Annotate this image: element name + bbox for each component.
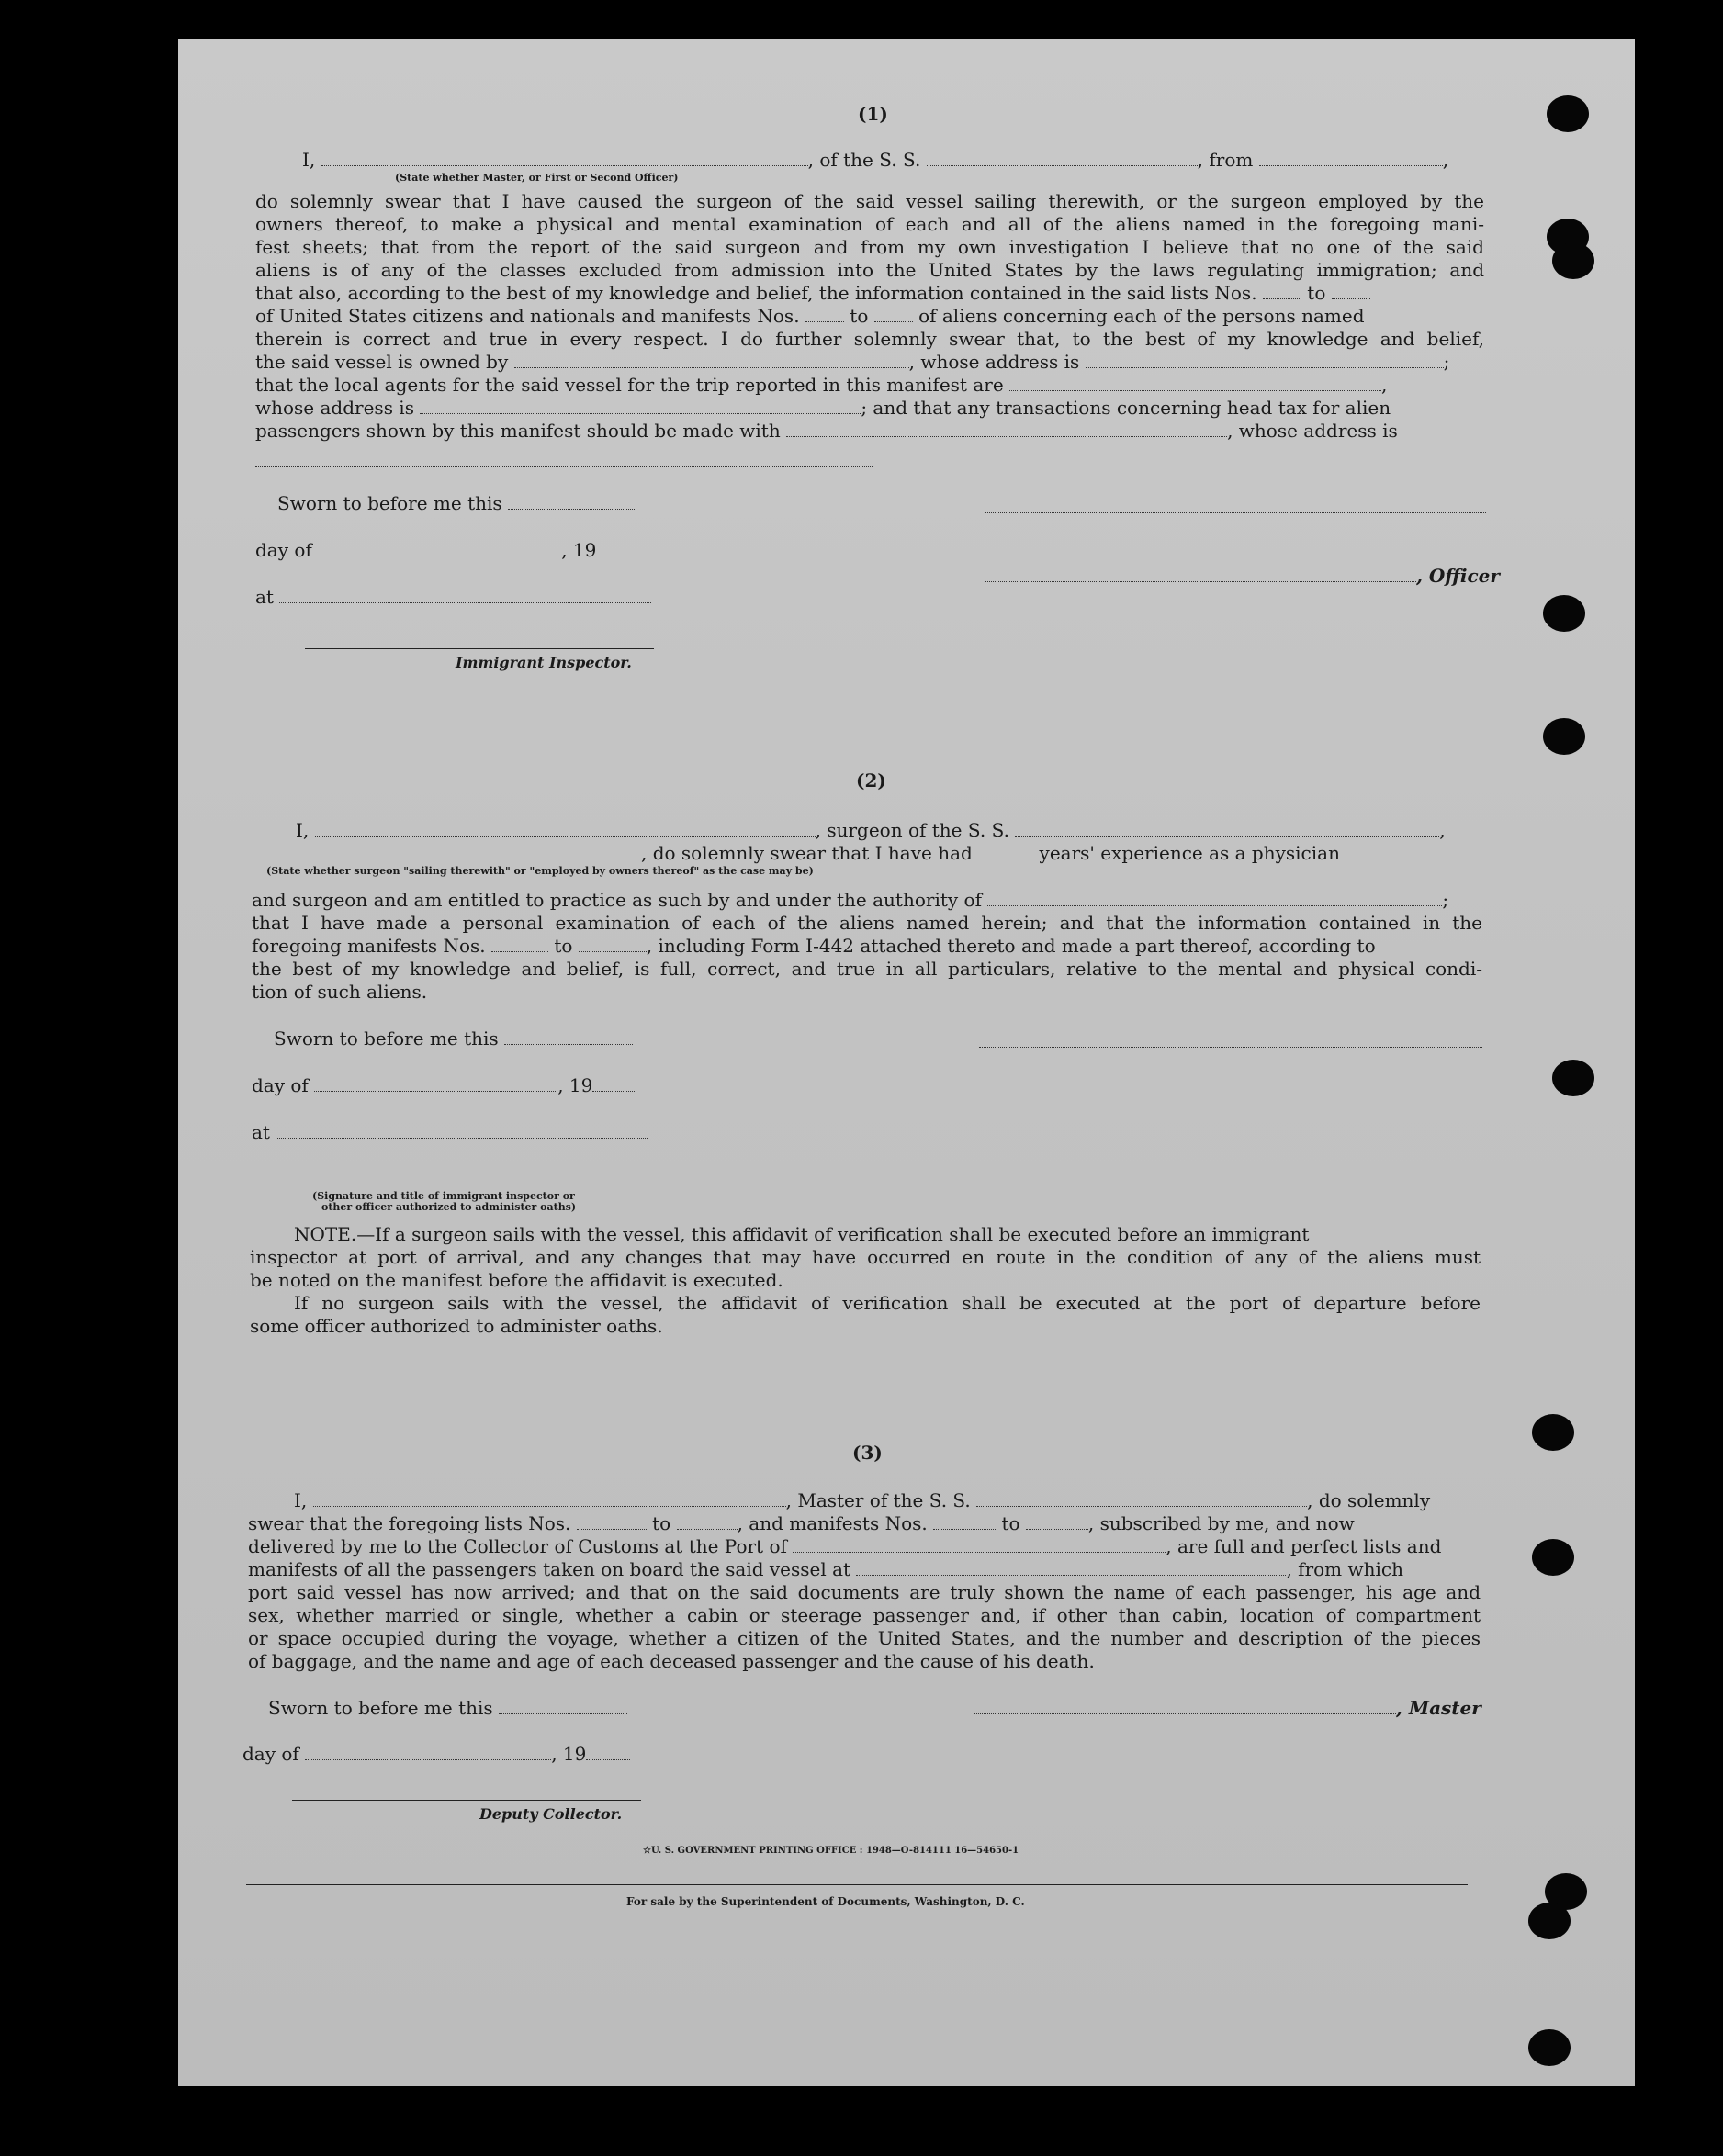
text-line: port said vessel has now arrived; and that on the said documents are truly shown the name of each passenger, his age and [248, 1581, 1481, 1603]
section3-line-master [294, 1489, 1430, 1511]
text: delivered by me to the Collector of Customs at the Port of [248, 1535, 787, 1557]
text-line: that the local agents for the said vessel for the trip reported in this manifest are , [255, 374, 1388, 396]
day-line [242, 1743, 630, 1765]
signature-line[interactable] [985, 512, 1486, 513]
blank-field[interactable] [856, 1560, 1286, 1576]
blank-field[interactable] [577, 1514, 647, 1530]
text-line: the best of my knowledge and belief, is full, correct, and true in all particulars, relative to the mental and physical condi- [252, 958, 1482, 980]
text: manifests of all the passengers taken on board the said vessel at [248, 1558, 851, 1580]
signer-title: Deputy Collector. [479, 1805, 623, 1823]
blank-field[interactable] [305, 1745, 551, 1760]
text: , whose address is [908, 351, 1080, 373]
text: foregoing manifests Nos. [252, 935, 486, 957]
blank-field[interactable] [786, 421, 1227, 437]
text: , Master [1396, 1697, 1481, 1719]
blank-field[interactable] [276, 1123, 648, 1139]
blank-field[interactable] [499, 1699, 627, 1714]
sale-notice: For sale by the Superintendent of Documents, Washington, D. C. [626, 1895, 1025, 1908]
text-line: fest sheets; that from the report of the said surgeon and from my own investigation I believe that no one of the said [255, 236, 1484, 258]
blank-field[interactable] [321, 151, 808, 166]
blank-field[interactable] [927, 151, 1198, 166]
note-label: NOTE. [294, 1223, 357, 1245]
text-line [255, 305, 1365, 327]
text-line [248, 1535, 1441, 1557]
text: to [554, 935, 573, 957]
text: the said vessel is owned by [255, 351, 509, 373]
document-sheet [178, 39, 1635, 2086]
text-line [255, 420, 1398, 442]
sworn-line [268, 1697, 627, 1719]
blank-field[interactable] [279, 588, 651, 603]
text: passengers shown by this manifest should be made with [255, 420, 781, 442]
text: that the local agents for the said vessel for the trip reported in this manifest are [255, 374, 1004, 396]
binder-hole [1552, 242, 1594, 279]
binder-hole [1552, 1060, 1594, 1096]
field-note: (State whether surgeon "sailing therewith" or "employed by owners thereof" as the case may be) [266, 865, 814, 877]
text: I, [302, 149, 316, 171]
binder-hole [1547, 95, 1589, 132]
blank-field[interactable] [1026, 1514, 1088, 1530]
text-line: do solemnly swear that I have caused the surgeon of the said vessel sailing therewith, or the surgeon employed by the [255, 190, 1484, 212]
text-line: that I have made a personal examination of each of the aliens named herein; and that the information contained in the [252, 912, 1482, 934]
text: to [850, 305, 869, 327]
note-line: inspector at port of arrival, and any changes that may have occurred en route in the condition of any of the aliens must [250, 1246, 1481, 1268]
text: years' experience as a physician [1039, 842, 1340, 864]
text: whose address is [255, 397, 414, 419]
signer-title: Immigrant Inspector. [456, 654, 632, 671]
binder-hole [1543, 595, 1585, 632]
note-line [294, 1223, 1309, 1245]
blank-field[interactable] [255, 844, 641, 859]
binder-hole [1532, 1414, 1574, 1451]
blank-field[interactable] [805, 307, 844, 322]
text-line: and surgeon and am entitled to practice as such by and under the authority of ; [252, 889, 1449, 911]
binder-hole [1528, 1903, 1571, 1939]
text: , are full and perfect lists and [1166, 1535, 1442, 1557]
text: , do solemnly [1307, 1489, 1431, 1511]
blank-field[interactable] [1332, 284, 1370, 299]
text: , and manifests Nos. [737, 1512, 928, 1534]
text: that also, according to the best of my knowledge and belief, the information contained in the said lists Nos. [255, 282, 1257, 304]
blank-field[interactable] [974, 1699, 1396, 1714]
text: , surgeon of the S. S. [815, 819, 1009, 841]
text: and surgeon and am entitled to practice as such by and under the authority of [252, 889, 982, 911]
note-line: be noted on the manifest before the affidavit is executed. [250, 1269, 783, 1291]
blank-field[interactable] [586, 1745, 630, 1760]
text: , subscribed by me, and now [1087, 1512, 1355, 1534]
blank-field[interactable] [491, 937, 548, 952]
text-line: tion of such aliens. [252, 981, 428, 1003]
blank-field[interactable] [313, 1491, 786, 1507]
blank-field[interactable] [255, 466, 873, 467]
text-line [255, 397, 1391, 419]
blank-field[interactable] [314, 1076, 557, 1092]
blank-field[interactable] [315, 821, 816, 837]
text: at [252, 1121, 270, 1143]
signature-line[interactable] [305, 648, 654, 649]
footer-rule [246, 1884, 1468, 1885]
text: , including Form I-442 attached thereto and made a part thereof, according to [646, 935, 1376, 957]
text: , 19 [561, 539, 597, 561]
signature-note: (Signature and title of immigrant inspector or [312, 1190, 575, 1202]
sworn-line [277, 492, 636, 514]
signature-line[interactable] [292, 1800, 641, 1801]
text: at [255, 586, 274, 608]
text: , Master of the S. S. [785, 1489, 971, 1511]
blank-field[interactable] [874, 307, 913, 322]
note-line: some officer authorized to administer oaths. [250, 1315, 663, 1337]
blank-field[interactable] [1259, 151, 1443, 166]
binder-hole [1543, 718, 1585, 755]
text: , from [1197, 149, 1254, 171]
blank-field[interactable] [976, 1491, 1307, 1507]
text: day of [255, 539, 312, 561]
section2-line-surgeon: I, , surgeon of the S. S. , [296, 819, 1446, 841]
blank-field[interactable] [596, 541, 640, 556]
blank-field[interactable] [420, 399, 861, 414]
blank-field[interactable] [318, 541, 561, 556]
blank-field[interactable] [933, 1514, 996, 1530]
text: of aliens concerning each of the persons named [918, 305, 1365, 327]
text: Sworn to before me this [268, 1697, 493, 1719]
blank-field[interactable] [1009, 376, 1381, 391]
text-line [255, 282, 1370, 304]
text-line [248, 1512, 1355, 1534]
text: , Officer [1416, 565, 1500, 587]
text: to [1001, 1512, 1020, 1534]
day-line [255, 539, 640, 561]
at-line [255, 586, 651, 608]
blank-field[interactable] [579, 937, 647, 952]
text-line: or space occupied during the voyage, whether a citizen of the United States, and the number and description of the pieces [248, 1627, 1481, 1649]
officer-line [985, 565, 1500, 587]
field-note: (State whether Master, or First or Second Officer) [395, 172, 679, 184]
text-line: owners thereof, to make a physical and mental examination of each and all of the aliens named in the foregoing mani- [255, 213, 1484, 235]
signature-line[interactable] [979, 1047, 1482, 1048]
blank-field[interactable] [677, 1514, 738, 1530]
text: ; and that any transactions concerning head tax for alien [861, 397, 1391, 419]
blank-field[interactable] [1015, 821, 1439, 837]
text: , 19 [551, 1743, 587, 1765]
sworn-line [274, 1027, 633, 1050]
text: day of [242, 1743, 299, 1765]
binder-hole [1532, 1539, 1574, 1576]
binder-hole [1528, 2029, 1571, 2066]
text: Sworn to before me this [274, 1027, 499, 1050]
text: , 19 [557, 1074, 593, 1096]
text-line [248, 1558, 1403, 1580]
at-line [252, 1121, 648, 1143]
blank-field[interactable] [1086, 353, 1444, 368]
text-line: therein is correct and true in every respect. I do further solemnly swear that, to the best of my knowledge and belief, [255, 328, 1484, 350]
text: swear that the foregoing lists Nos. [248, 1512, 571, 1534]
blank-field[interactable] [978, 844, 1026, 859]
text: day of [252, 1074, 309, 1096]
blank-field[interactable] [504, 1029, 633, 1045]
text: , whose address is [1227, 420, 1398, 442]
text-line: aliens is of any of the classes excluded from admission into the United States by the laws regulating immigration; and [255, 259, 1484, 281]
blank-field[interactable] [592, 1076, 636, 1092]
printing-office-imprint: ☆U. S. GOVERNMENT PRINTING OFFICE : 1948—O-814111 16—54650-1 [643, 1846, 1019, 1856]
day-line [252, 1074, 636, 1096]
text: —If a surgeon sails with the vessel, this affidavit of verification shall be executed before an immigrant [356, 1223, 1310, 1245]
blank-field[interactable] [987, 891, 1442, 906]
signature-note: other officer authorized to administer oaths) [321, 1201, 577, 1213]
master-line [974, 1697, 1481, 1719]
section-number: (3) [852, 1442, 883, 1464]
blank-field[interactable] [793, 1537, 1166, 1553]
text: , from which [1286, 1558, 1403, 1580]
blank-field[interactable] [985, 567, 1416, 582]
blank-field[interactable] [508, 494, 636, 510]
text-line [255, 842, 1340, 864]
note-line: If no surgeon sails with the vessel, the affidavit of verification shall be executed at the port of departure before [294, 1292, 1481, 1314]
section1-line-officer: I, , of the S. S. , from , [302, 149, 1449, 171]
text: I, [294, 1489, 308, 1511]
blank-field[interactable] [514, 353, 909, 368]
text-line: sex, whether married or single, whether a cabin or steerage passenger and, if other than cabin, location of compartment [248, 1604, 1481, 1626]
section-number: (2) [856, 769, 886, 792]
text: Sworn to before me this [277, 492, 502, 514]
text: , do solemnly swear that I have had [641, 842, 973, 864]
blank-field[interactable] [1263, 284, 1301, 299]
text-line: of baggage, and the name and age of each deceased passenger and the cause of his death. [248, 1650, 1095, 1672]
text-line: the said vessel is owned by , whose address is ; [255, 351, 1450, 373]
text: of United States citizens and nationals and manifests Nos. [255, 305, 800, 327]
section-number: (1) [858, 103, 888, 125]
text: , of the S. S. [807, 149, 921, 171]
text: to [652, 1512, 671, 1534]
text: I, [296, 819, 310, 841]
text: to [1307, 282, 1326, 304]
text-line [252, 935, 1376, 957]
